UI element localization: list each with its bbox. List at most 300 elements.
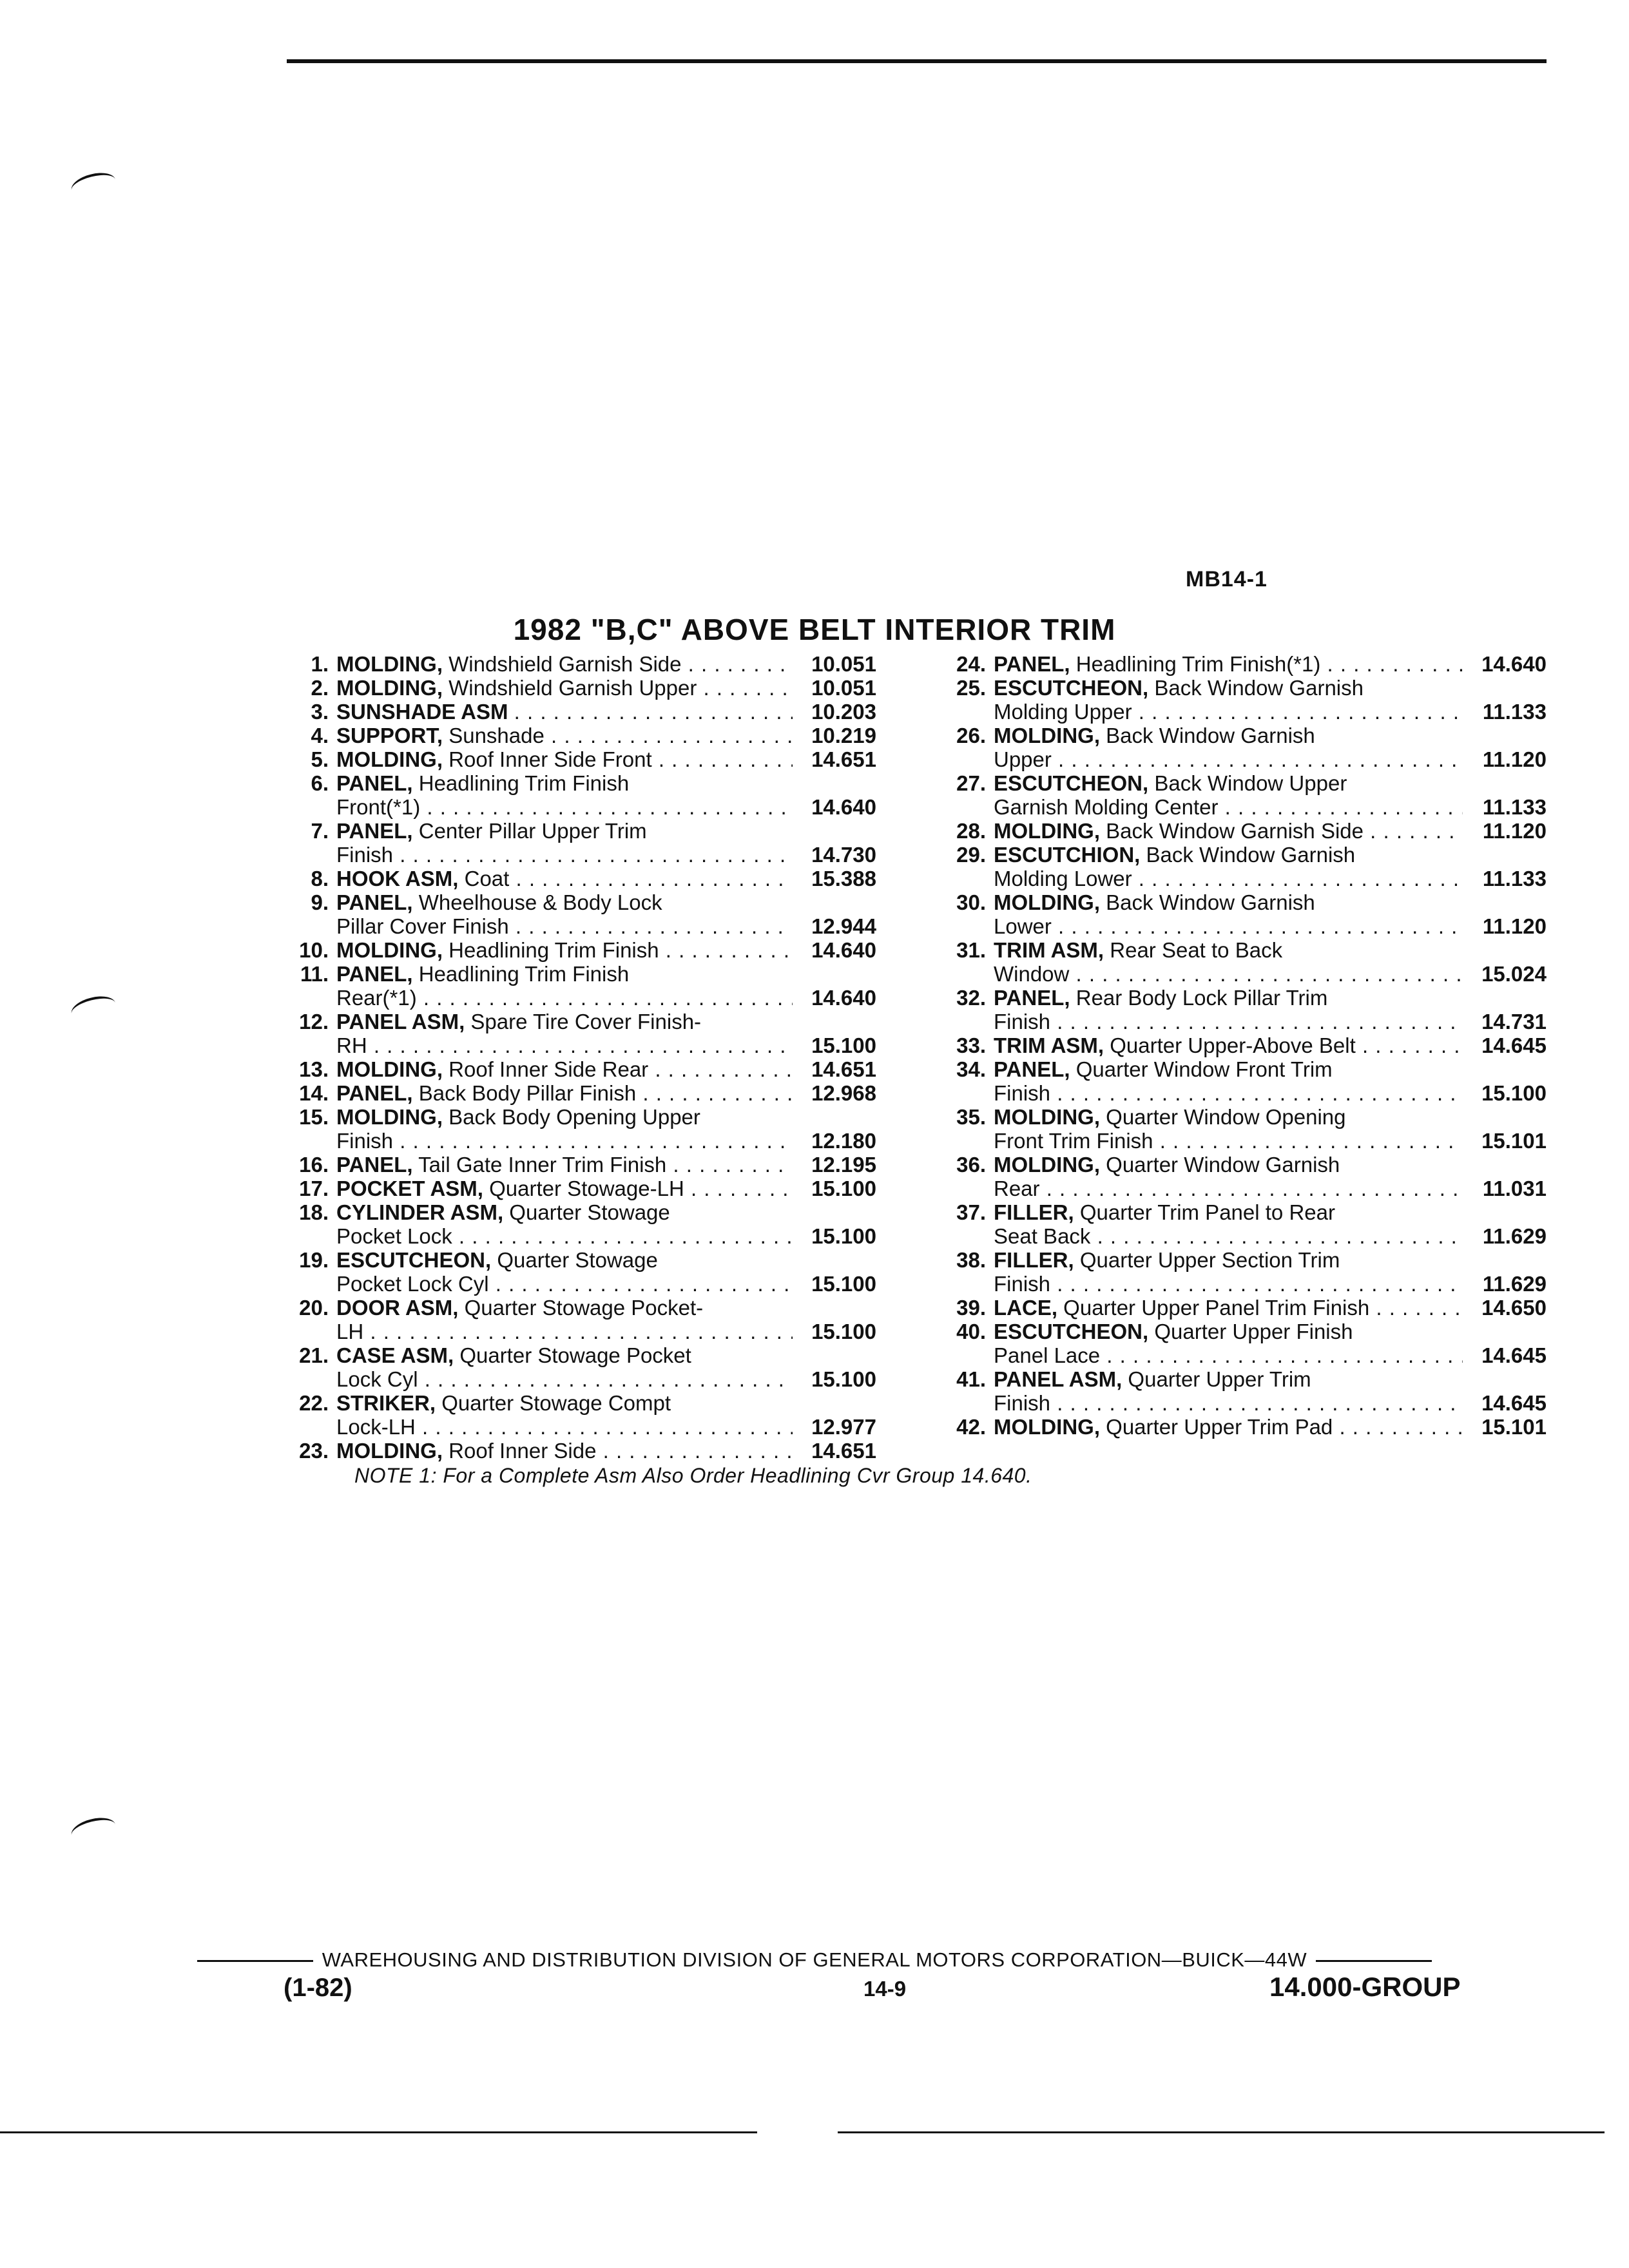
item-number: 37. (956, 1200, 986, 1224)
part-name: PANEL, (994, 1057, 1070, 1081)
group-number: 15.100 (811, 1272, 876, 1296)
description-line (336, 1296, 793, 1320)
part-detail: Tail Gate Inner Trim Finish . . . (418, 1153, 793, 1177)
part-detail: Back Window Upper (1154, 771, 1347, 795)
part-detail: Quarter Window Garnish (1106, 1153, 1340, 1177)
group-number: 11.629 (1482, 1272, 1547, 1296)
parts-list-item (271, 867, 876, 890)
footer-dash (1316, 1960, 1432, 1962)
item-number: 25. (956, 676, 986, 700)
parts-list-item (928, 771, 1547, 819)
parts-list-item (271, 1057, 876, 1081)
description-line (994, 1296, 1463, 1320)
parts-list-left (271, 652, 876, 1463)
item-description (336, 867, 793, 890)
binder-mark (69, 992, 118, 1024)
parts-list-item (271, 1153, 876, 1177)
item-number: 26. (956, 724, 986, 747)
group-number: 14.640 (811, 795, 876, 819)
description-line (336, 890, 793, 914)
part-name: MOLDING, (336, 1439, 443, 1463)
part-name: CYLINDER ASM, (336, 1200, 504, 1224)
parts-list-item (928, 819, 1547, 843)
item-description (336, 1200, 793, 1248)
item-description (994, 986, 1463, 1033)
part-detail: Finish . . . (994, 1272, 1463, 1296)
group-number: 11.629 (1482, 1224, 1547, 1248)
part-detail: Quarter Upper-Above Belt . . . (1110, 1033, 1463, 1057)
page-number: 14-9 (863, 1977, 907, 2001)
item-number: 36. (956, 1153, 986, 1177)
part-detail: Windshield Garnish Side . . . (448, 652, 793, 676)
part-name: ESCUTCHION, (994, 843, 1141, 867)
item-description (994, 843, 1463, 890)
part-detail: Headlining Trim Finish (418, 962, 630, 986)
parts-list-item (928, 1057, 1547, 1105)
part-detail: Front Trim Finish . . . (994, 1129, 1463, 1153)
part-name: TRIM ASM, (994, 1033, 1104, 1057)
part-detail: Garnish Molding Center . . . (994, 795, 1463, 819)
parts-list-item (271, 1296, 876, 1343)
parts-list-item (271, 1248, 876, 1296)
part-detail: Roof Inner Side Rear . . . (448, 1057, 793, 1081)
part-detail: Upper . . . (994, 747, 1463, 771)
group-number: 12.944 (811, 914, 876, 938)
footer-dash (197, 1960, 313, 1962)
part-detail: Rear(*1) . . . (336, 986, 793, 1010)
parts-list-item (928, 1320, 1547, 1367)
description-line (336, 1439, 793, 1463)
parts-list-item (928, 1367, 1547, 1415)
group-code: 14.000-GROUP (1269, 1972, 1461, 2002)
description-line (994, 962, 1463, 986)
group-number: 10.203 (811, 700, 876, 724)
item-number: 34. (956, 1057, 986, 1081)
item-description (994, 1200, 1463, 1248)
parts-list-item (928, 724, 1547, 771)
description-line (336, 1177, 793, 1200)
part-name: MOLDING, (336, 938, 443, 962)
description-line (994, 1224, 1463, 1248)
item-number: 13. (299, 1057, 329, 1081)
group-number: 15.100 (811, 1033, 876, 1057)
description-line (336, 676, 793, 700)
item-description (336, 652, 793, 676)
item-number: 30. (956, 890, 986, 914)
bottom-rule-right (838, 2131, 1605, 2133)
item-description (994, 771, 1463, 819)
group-number: 11.133 (1482, 700, 1547, 724)
binder-mark (69, 169, 118, 201)
part-detail: Quarter Window Front Trim (1075, 1057, 1333, 1081)
part-name: MOLDING, (994, 1415, 1100, 1439)
group-number: 14.640 (811, 938, 876, 962)
group-number: 11.120 (1482, 747, 1547, 771)
item-number: 8. (311, 867, 329, 890)
part-name: SUNSHADE ASM (336, 700, 508, 724)
description-line (336, 724, 793, 747)
group-number: 11.031 (1482, 1177, 1547, 1200)
item-number: 35. (956, 1105, 986, 1129)
part-detail: Roof Inner Side Front . . . (448, 747, 793, 771)
item-number: 29. (956, 843, 986, 867)
part-detail: Rear Body Lock Pillar Trim (1075, 986, 1328, 1010)
parts-list-right (928, 652, 1547, 1439)
item-number: 23. (299, 1439, 329, 1463)
item-description (336, 1081, 793, 1105)
parts-list-item (271, 938, 876, 962)
group-number: 15.101 (1481, 1129, 1547, 1153)
description-line (994, 986, 1463, 1010)
description-line (994, 795, 1463, 819)
group-number: 11.133 (1482, 867, 1547, 890)
parts-list-item (928, 1033, 1547, 1057)
part-detail: Wheelhouse & Body Lock (418, 890, 662, 914)
part-detail: Back Body Pillar Finish . . . (419, 1081, 793, 1105)
item-number: 5. (311, 747, 329, 771)
description-line (336, 747, 793, 771)
item-description (994, 1057, 1463, 1105)
description-line (336, 1057, 793, 1081)
part-detail: Roof Inner Side . . . (448, 1439, 793, 1463)
description-line (994, 938, 1463, 962)
group-number: 14.731 (1481, 1010, 1547, 1033)
description-line (994, 1200, 1463, 1224)
part-name: LACE, (994, 1296, 1057, 1320)
description-line (336, 867, 793, 890)
description-line (994, 1129, 1463, 1153)
group-number: 11.133 (1482, 795, 1547, 819)
part-detail: Windshield Garnish Upper . . . (448, 676, 793, 700)
group-number: 14.645 (1481, 1033, 1547, 1057)
item-number: 2. (311, 676, 329, 700)
item-description (994, 1105, 1463, 1153)
description-line (336, 1391, 793, 1415)
footer-division (0, 1948, 1629, 1972)
part-detail: Back Window Garnish (1154, 676, 1364, 700)
item-number: 3. (311, 700, 329, 724)
part-name: MOLDING, (336, 652, 443, 676)
part-detail: Back Body Opening Upper (448, 1105, 700, 1129)
part-detail: Sunshade . . . (448, 724, 793, 747)
part-detail: Pillar Cover Finish . . . (336, 914, 793, 938)
parts-list-item (271, 1105, 876, 1153)
parts-list-item (928, 1200, 1547, 1248)
part-detail: Finish . . . (336, 1129, 793, 1153)
description-line (994, 1367, 1463, 1391)
parts-list-item (928, 1296, 1547, 1320)
part-name: MOLDING, (336, 1105, 443, 1129)
group-number: 12.195 (811, 1153, 876, 1177)
part-name: CASE ASM, (336, 1343, 454, 1367)
part-detail: Lock-LH . . . (336, 1415, 793, 1439)
item-description (336, 1391, 793, 1439)
item-description (336, 962, 793, 1010)
description-line (994, 1391, 1463, 1415)
description-line (994, 771, 1463, 795)
parts-list-item (271, 724, 876, 747)
part-detail (514, 700, 793, 724)
item-number: 12. (299, 1010, 329, 1033)
description-line (336, 819, 793, 843)
description-line (336, 1033, 793, 1057)
parts-list-item (271, 1391, 876, 1439)
item-number: 32. (956, 986, 986, 1010)
description-line (336, 700, 793, 724)
item-description (336, 747, 793, 771)
parts-list-item (271, 771, 876, 819)
description-line (994, 676, 1463, 700)
part-name: POCKET ASM, (336, 1177, 483, 1200)
parts-list-item (928, 986, 1547, 1033)
part-detail: Molding Upper . . . (994, 700, 1463, 724)
item-description (994, 676, 1463, 724)
item-description (994, 1296, 1463, 1320)
part-detail: Quarter Stowage Pocket (459, 1343, 691, 1367)
part-name: FILLER, (994, 1200, 1074, 1224)
description-line (994, 1248, 1463, 1272)
part-detail: Pocket Lock . . . (336, 1224, 793, 1248)
item-description (336, 700, 793, 724)
part-detail: Finish . . . (336, 843, 793, 867)
group-number: 14.651 (811, 1057, 876, 1081)
description-line (994, 1033, 1463, 1057)
part-name: PANEL ASM, (994, 1367, 1123, 1391)
item-description (336, 1343, 793, 1391)
note: NOTE 1: For a Complete Asm Also Order Headlining Cvr Group 14.640. (354, 1464, 1032, 1487)
item-description (994, 1153, 1463, 1200)
item-number: 28. (956, 819, 986, 843)
part-detail: Headlining Trim Finish (418, 771, 630, 795)
part-name: MOLDING, (994, 1153, 1100, 1177)
part-name: TRIM ASM, (994, 938, 1104, 962)
description-line (994, 1105, 1463, 1129)
part-detail: Quarter Upper Section Trim (1079, 1248, 1340, 1272)
item-number: 41. (956, 1367, 986, 1391)
item-number: 24. (956, 652, 986, 676)
part-detail: Finish . . . (994, 1010, 1463, 1033)
parts-list-item (928, 938, 1547, 986)
item-description (994, 819, 1463, 843)
item-number: 1. (311, 652, 329, 676)
part-name: ESCUTCHEON, (994, 676, 1149, 700)
parts-list-item (928, 676, 1547, 724)
description-line (336, 1367, 793, 1391)
description-line (336, 1200, 793, 1224)
item-description (994, 652, 1463, 676)
item-number: 42. (956, 1415, 986, 1439)
description-line (994, 1057, 1463, 1081)
group-number: 15.388 (811, 867, 876, 890)
description-line (336, 652, 793, 676)
part-detail: Molding Lower . . . (994, 867, 1463, 890)
description-line (336, 843, 793, 867)
item-description (994, 1320, 1463, 1367)
description-line (994, 1415, 1463, 1439)
description-line (994, 1081, 1463, 1105)
part-name: STRIKER, (336, 1391, 436, 1415)
part-name: PANEL, (336, 890, 413, 914)
item-number: 10. (299, 938, 329, 962)
item-number: 31. (956, 938, 986, 962)
parts-list-item (271, 890, 876, 938)
parts-list-item (271, 676, 876, 700)
part-detail: Panel Lace . . . (994, 1343, 1463, 1367)
part-name: MOLDING, (994, 724, 1100, 747)
part-detail: Quarter Stowage (509, 1200, 670, 1224)
part-name: PANEL, (336, 819, 413, 843)
part-name: MOLDING, (994, 1105, 1100, 1129)
part-detail: Rear . . . (994, 1177, 1463, 1200)
item-description (336, 1248, 793, 1296)
part-detail: Quarter Upper Trim Pad . . . (1106, 1415, 1463, 1439)
item-description (336, 1153, 793, 1177)
parts-list-item (271, 1010, 876, 1057)
description-line (994, 1320, 1463, 1343)
item-number: 11. (300, 962, 329, 986)
item-description (994, 724, 1463, 771)
group-number: 15.100 (811, 1224, 876, 1248)
group-number: 10.219 (811, 724, 876, 747)
part-detail: Quarter Window Opening (1106, 1105, 1346, 1129)
parts-list-item (928, 890, 1547, 938)
group-number: 12.968 (811, 1081, 876, 1105)
item-description (994, 890, 1463, 938)
item-number: 38. (956, 1248, 986, 1272)
group-number: 15.100 (811, 1177, 876, 1200)
part-detail: Quarter Stowage-LH . . . (489, 1177, 793, 1200)
parts-list-item (928, 843, 1547, 890)
item-number: 14. (299, 1081, 329, 1105)
group-number: 14.640 (1481, 652, 1547, 676)
part-detail: Back Window Garnish (1106, 890, 1315, 914)
part-detail: Quarter Stowage (497, 1248, 658, 1272)
part-detail: Quarter Stowage Compt (441, 1391, 671, 1415)
group-number: 14.650 (1481, 1296, 1547, 1320)
group-number: 14.640 (811, 986, 876, 1010)
item-number: 17. (299, 1177, 329, 1200)
description-line (994, 890, 1463, 914)
edition: (1-82) (284, 1974, 352, 2002)
parts-list-item (928, 1415, 1547, 1439)
part-name: PANEL ASM, (336, 1010, 465, 1033)
part-detail: RH . . . (336, 1033, 793, 1057)
group-number: 11.120 (1482, 819, 1547, 843)
description-line (336, 1248, 793, 1272)
parts-list-item (928, 652, 1547, 676)
part-detail: Lock Cyl . . . (336, 1367, 793, 1391)
part-detail: Spare Tire Cover Finish- (470, 1010, 702, 1033)
part-detail: Finish . . . (994, 1081, 1463, 1105)
description-line (336, 938, 793, 962)
description-line (336, 795, 793, 819)
description-line (994, 652, 1463, 676)
item-number: 15. (299, 1105, 329, 1129)
part-detail: Quarter Stowage Pocket- (464, 1296, 704, 1320)
item-number: 4. (311, 724, 329, 747)
item-description (336, 676, 793, 700)
description-line (994, 1153, 1463, 1177)
part-name: DOOR ASM, (336, 1296, 459, 1320)
part-detail: Quarter Upper Finish (1154, 1320, 1353, 1343)
part-name: MOLDING, (994, 819, 1100, 843)
item-number: 27. (956, 771, 986, 795)
group-number: 15.100 (1481, 1081, 1547, 1105)
part-detail: Seat Back . . . (994, 1224, 1463, 1248)
item-description (336, 1010, 793, 1057)
part-name: SUPPORT, (336, 724, 443, 747)
footer-division-text: WAREHOUSING AND DISTRIBUTION DIVISION OF GENERAL MOTORS CORPORATION—BUICK—44W (322, 1948, 1307, 1971)
group-number: 15.101 (1481, 1415, 1547, 1439)
item-number: 19. (299, 1248, 329, 1272)
part-detail: Front(*1) . . . (336, 795, 793, 819)
description-line (336, 771, 793, 795)
part-detail: Finish . . . (994, 1391, 1463, 1415)
parts-list-item (271, 747, 876, 771)
bottom-rule-left (0, 2131, 757, 2133)
group-number: 10.051 (811, 676, 876, 700)
part-detail: Back Window Garnish (1106, 724, 1315, 747)
part-detail: Lower . . . (994, 914, 1463, 938)
part-name: PANEL, (336, 771, 413, 795)
item-description (336, 771, 793, 819)
item-description (994, 1415, 1463, 1439)
part-name: MOLDING, (336, 676, 443, 700)
parts-list-item (928, 1153, 1547, 1200)
description-line (994, 724, 1463, 747)
item-number: 33. (956, 1033, 986, 1057)
description-line (336, 962, 793, 986)
item-number: 6. (311, 771, 329, 795)
item-description (336, 1177, 793, 1200)
part-name: ESCUTCHEON, (994, 1320, 1149, 1343)
item-description (994, 1248, 1463, 1296)
description-line (994, 700, 1463, 724)
description-line (336, 1129, 793, 1153)
part-name: PANEL, (994, 652, 1070, 676)
group-number: 15.024 (1481, 962, 1547, 986)
item-description (336, 1057, 793, 1081)
part-name: HOOK ASM, (336, 867, 459, 890)
item-description (336, 890, 793, 938)
part-name: PANEL, (994, 986, 1070, 1010)
parts-list-item (271, 700, 876, 724)
parts-list-item (271, 1177, 876, 1200)
item-description (994, 938, 1463, 986)
part-name: PANEL, (336, 962, 413, 986)
group-number: 14.730 (811, 843, 876, 867)
page-title: 1982 "B,C" ABOVE BELT INTERIOR TRIM (513, 613, 1116, 646)
item-number: 21. (299, 1343, 329, 1367)
description-line (336, 1343, 793, 1367)
part-detail: Window . . . (994, 962, 1463, 986)
parts-list-item (271, 1081, 876, 1105)
part-detail: Coat . . . (465, 867, 793, 890)
group-number: 14.645 (1481, 1391, 1547, 1415)
part-name: MOLDING, (994, 890, 1100, 914)
item-description (336, 1105, 793, 1153)
description-line (336, 1320, 793, 1343)
item-number: 9. (311, 890, 329, 914)
item-number: 22. (299, 1391, 329, 1415)
description-line (994, 843, 1463, 867)
description-line (994, 1272, 1463, 1296)
part-name: MOLDING, (336, 747, 443, 771)
item-description (336, 819, 793, 867)
description-line (994, 914, 1463, 938)
description-line (994, 1010, 1463, 1033)
parts-list-item (271, 1200, 876, 1248)
